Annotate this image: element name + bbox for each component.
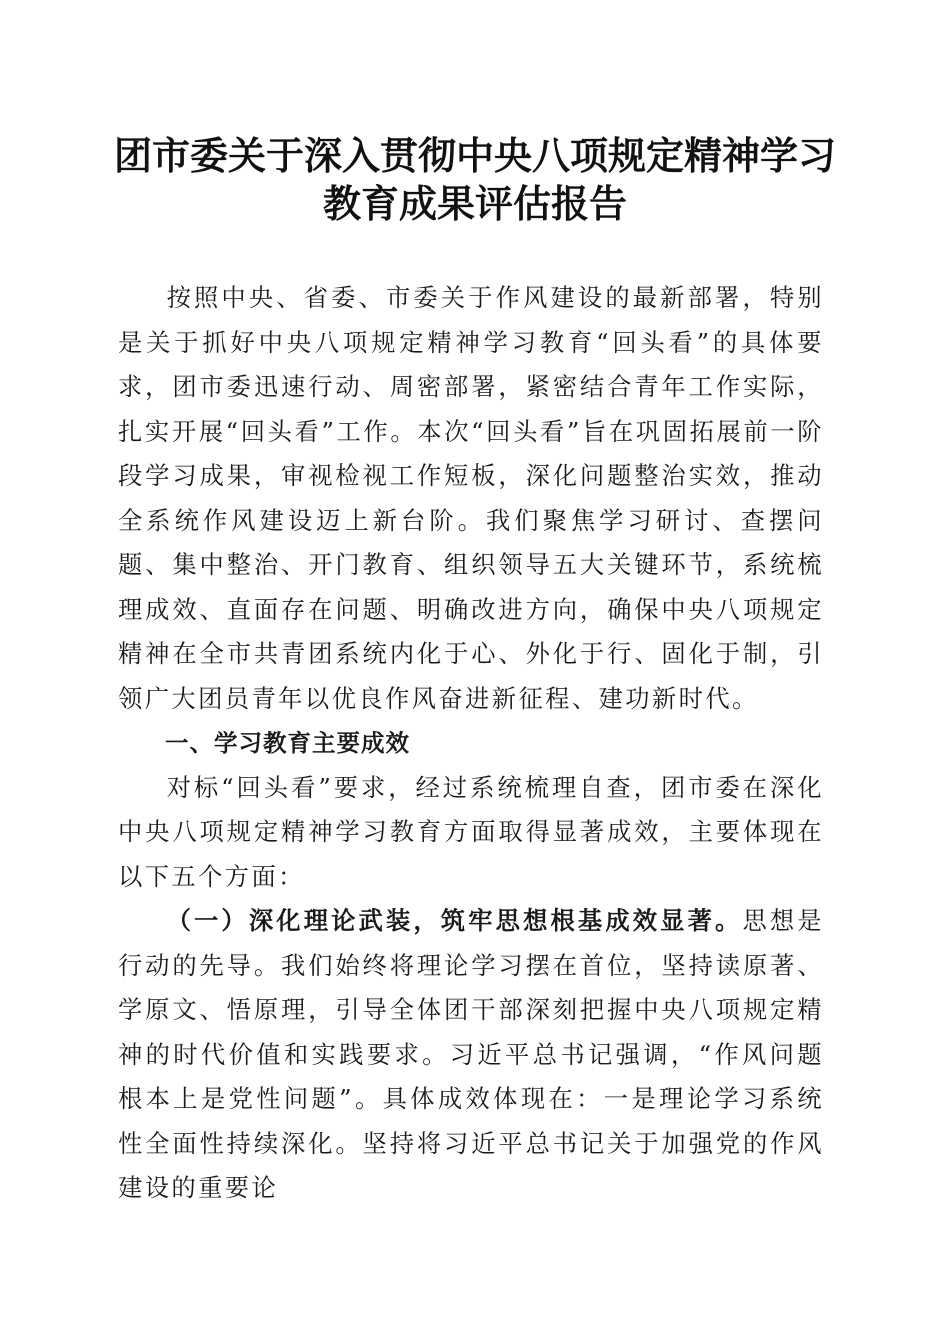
section-intro-paragraph: 对标“回头看”要求，经过系统梳理自查，团市委在深化中央八项规定精神学习教育方面取得显著成效，主要体现在以下五个方面：	[118, 772, 824, 891]
intro-paragraph: 按照中央、省委、市委关于作风建设的最新部署，特别是关于抓好中央八项规定精神学习教育“回头看”的具体要求，团市委迅速行动、周密部署，紧密结合青年工作实际，扎实开展“回头看”工作。本次“回头看”旨在巩固拓展前一阶段学习成果，审视检视工作短板，深化问题整治实效，推动全系统作风建设迈上新台阶。我们聚焦学习研讨、查摆问题、集中整治、开门教育、组织领导五大关键环节，系统梳理成效、直面存在问题、明确改进方向，确保中央八项规定精神在全市共青团系统内化于心、外化于行、固化于制，引领广大团员青年以优良作风奋进新征程、建功新时代。	[118, 283, 824, 713]
subsection-paragraph	[118, 899, 824, 1211]
document-title: 团市委关于深入贯彻中央八项规定精神学习教育成果评估报告	[113, 133, 836, 226]
subsection-lead: （一）深化理论武装，筑牢思想根基成效显著。	[166, 906, 743, 935]
document-body	[118, 276, 824, 1211]
subsection-body: 思想是行动的先导。我们始终将理论学习摆在首位，坚持读原著、学原文、悟原理，引导全体团干部深刻把握中央八项规定精神的时代价值和实践要求。习近平总书记强调，“作风问题根本上是党性问题”。具体成效体现在：一是理论学习系统性全面性持续深化。坚持将习近平总书记关于加强党的作风建设的重要论	[118, 906, 824, 1202]
section-heading: 一、学习教育主要成效	[165, 729, 410, 757]
